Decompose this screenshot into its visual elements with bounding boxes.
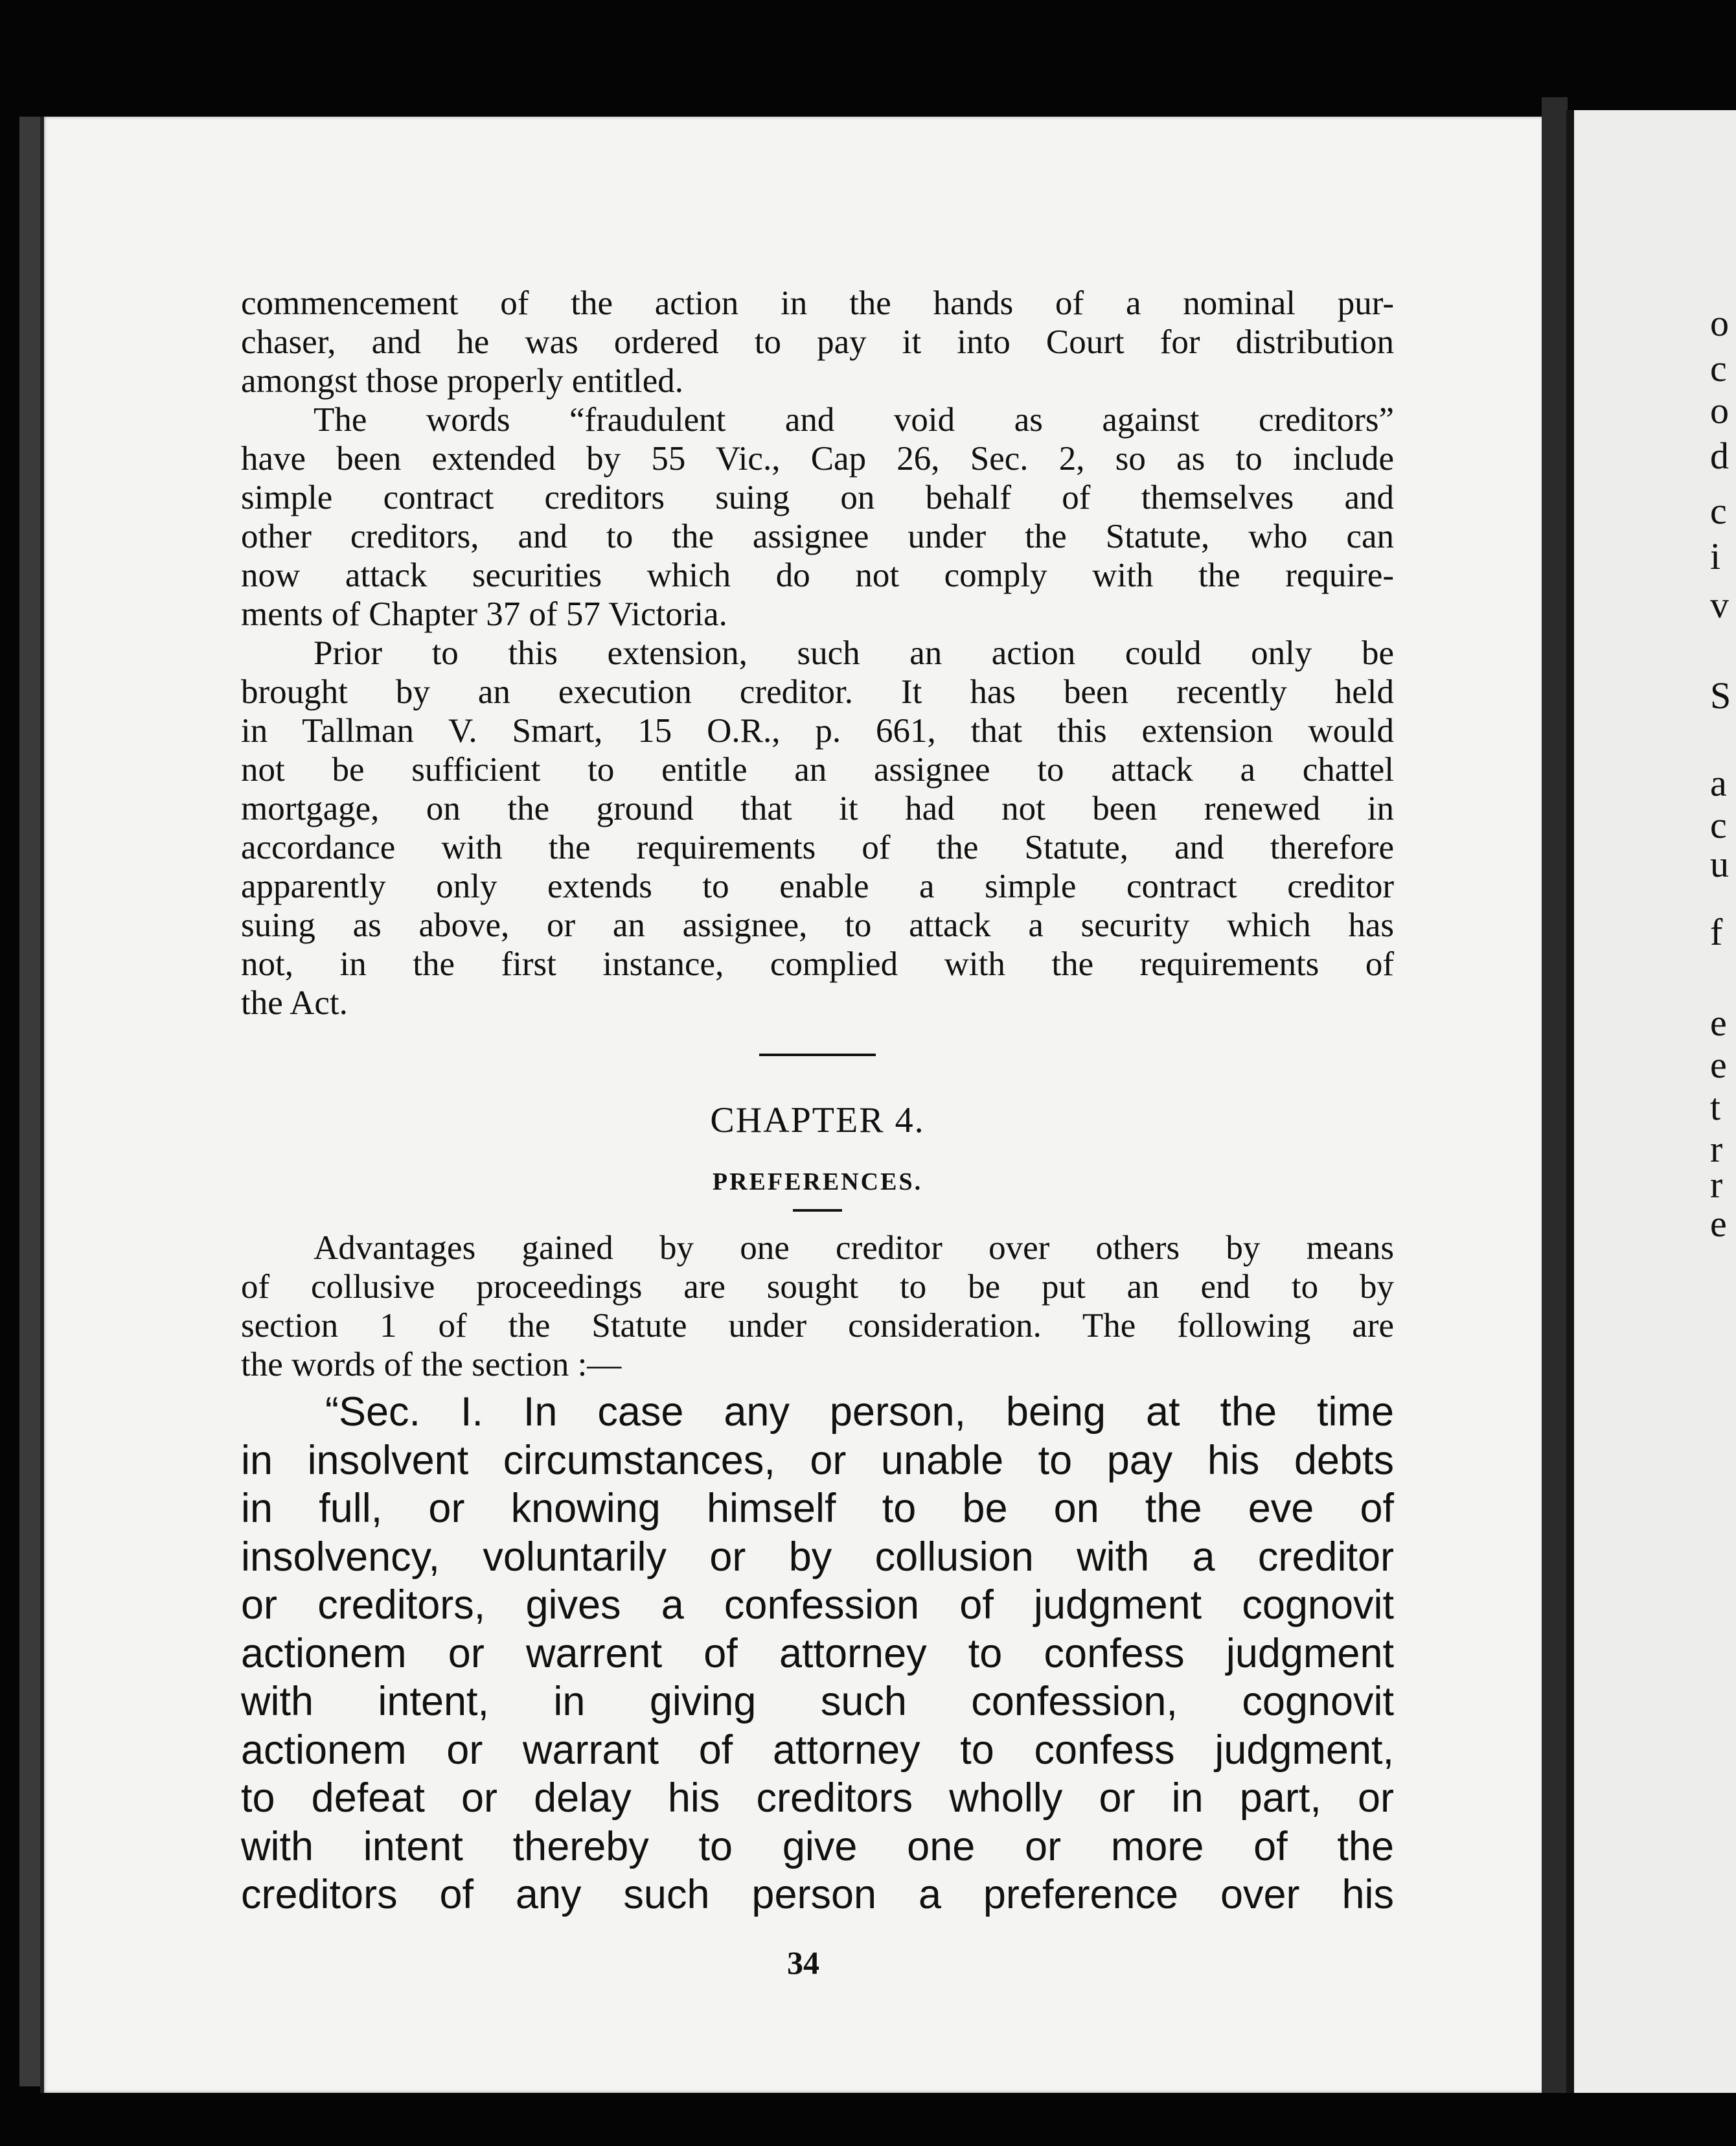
edge-letter: t (1710, 1086, 1721, 1128)
text-line: amongst those properly entitled. (241, 362, 683, 400)
text-line: simple contract creditors suing on behalf of themselves and (241, 479, 1394, 516)
text-line: commencement of the action in the hands of a nominal pur- (241, 284, 1394, 322)
text-line: actionem or warrent of attorney to confess judgment (241, 1630, 1394, 1676)
edge-letter: S (1710, 675, 1731, 717)
paragraph (241, 1229, 1394, 1384)
text-line: the Act. (241, 984, 348, 1022)
text-line: actionem or warrant of attorney to confess judgment, (241, 1727, 1394, 1773)
paragraph (241, 634, 1394, 1022)
page-number: 34 (787, 1944, 819, 1981)
text-line: in full, or knowing himself to be on the eve of (241, 1486, 1394, 1531)
edge-letter: e (1710, 1203, 1727, 1245)
text-line: ments of Chapter 37 of 57 Victoria. (241, 595, 727, 633)
text-line: “Sec. I. In case any person, being at the time (325, 1389, 1394, 1435)
subheading-divider (793, 1209, 842, 1212)
text-line: now attack securities which do not comply with the require- (241, 557, 1394, 594)
paragraph (241, 400, 1394, 634)
text-line: other creditors, and to the assignee under the Statute, who can (241, 518, 1394, 555)
page-left-edge (40, 117, 44, 2093)
text-line: insolvency, voluntarily or by collusion with a creditor (241, 1534, 1394, 1580)
text-line: not be sufficient to entitle an assignee to attack a chattel (241, 751, 1394, 789)
text-line: Advantages gained by one creditor over others by means (314, 1229, 1394, 1267)
text-line: with intent, in giving such confession, cognovit (241, 1679, 1394, 1724)
edge-letter: a (1710, 762, 1727, 804)
text-line: suing as above, or an assignee, to attack a security which has (241, 906, 1394, 944)
paragraph (241, 284, 1394, 400)
text-line: Prior to this extension, such an action could only be (314, 634, 1394, 672)
next-page-edge (1566, 110, 1574, 2093)
edge-letter: e (1710, 1044, 1727, 1086)
edge-letter: o (1710, 302, 1729, 344)
edge-letter: v (1710, 584, 1729, 626)
book-gutter (1542, 97, 1568, 2093)
text-line: creditors of any such person a preference over his (241, 1872, 1394, 1917)
edge-letter: e (1710, 1002, 1727, 1044)
text-line: in insolvent circumstances, or unable to pay his debts (241, 1437, 1394, 1483)
quoted-section (241, 1388, 1394, 1919)
text-line: apparently only extends to enable a simple contract creditor (241, 868, 1394, 905)
edge-letter: c (1710, 347, 1727, 389)
chapter-heading: CHAPTER 4. (710, 1100, 925, 1140)
text-line: mortgage, on the ground that it had not been renewed in (241, 790, 1394, 827)
text-line: The words “fraudulent and void as against creditors” (314, 401, 1394, 439)
edge-letter: r (1710, 1164, 1723, 1206)
text-line: chaser, and he was ordered to pay it into Court for distribution (241, 323, 1394, 361)
chapter-subheading: PREFERENCES. (712, 1168, 923, 1195)
text-line: of collusive proceedings are sought to be put an end to by (241, 1268, 1394, 1306)
text-line: have been extended by 55 Vic., Cap 26, Sec. 2, so as to include (241, 440, 1394, 478)
edge-letter: i (1710, 535, 1721, 577)
text-line: in Tallman V. Smart, 15 O.R., p. 661, that this extension would (241, 712, 1394, 750)
edge-letter: r (1710, 1128, 1723, 1170)
page-text-column (241, 284, 1394, 1919)
section-divider (759, 1054, 876, 1056)
edge-letter: c (1710, 490, 1727, 532)
edge-letter: c (1710, 804, 1727, 846)
edge-letter: f (1710, 911, 1723, 953)
text-line: the words of the section :— (241, 1346, 622, 1383)
text-line: accordance with the requirements of the Statute, and therefore (241, 829, 1394, 866)
edge-letter: o (1710, 389, 1729, 432)
text-line: with intent thereby to give one or more of the (241, 1823, 1394, 1869)
text-line: section 1 of the Statute under consideration. The following are (241, 1307, 1394, 1344)
text-line: to defeat or delay his creditors wholly or in part, or (241, 1775, 1394, 1821)
edge-letter: d (1710, 435, 1729, 477)
text-line: brought by an execution creditor. It has been recently held (241, 673, 1394, 711)
text-line: or creditors, gives a confession of judgment cognovit (241, 1582, 1394, 1628)
text-line: not, in the first instance, complied with the requirements of (241, 945, 1394, 983)
edge-letter: u (1710, 843, 1729, 885)
